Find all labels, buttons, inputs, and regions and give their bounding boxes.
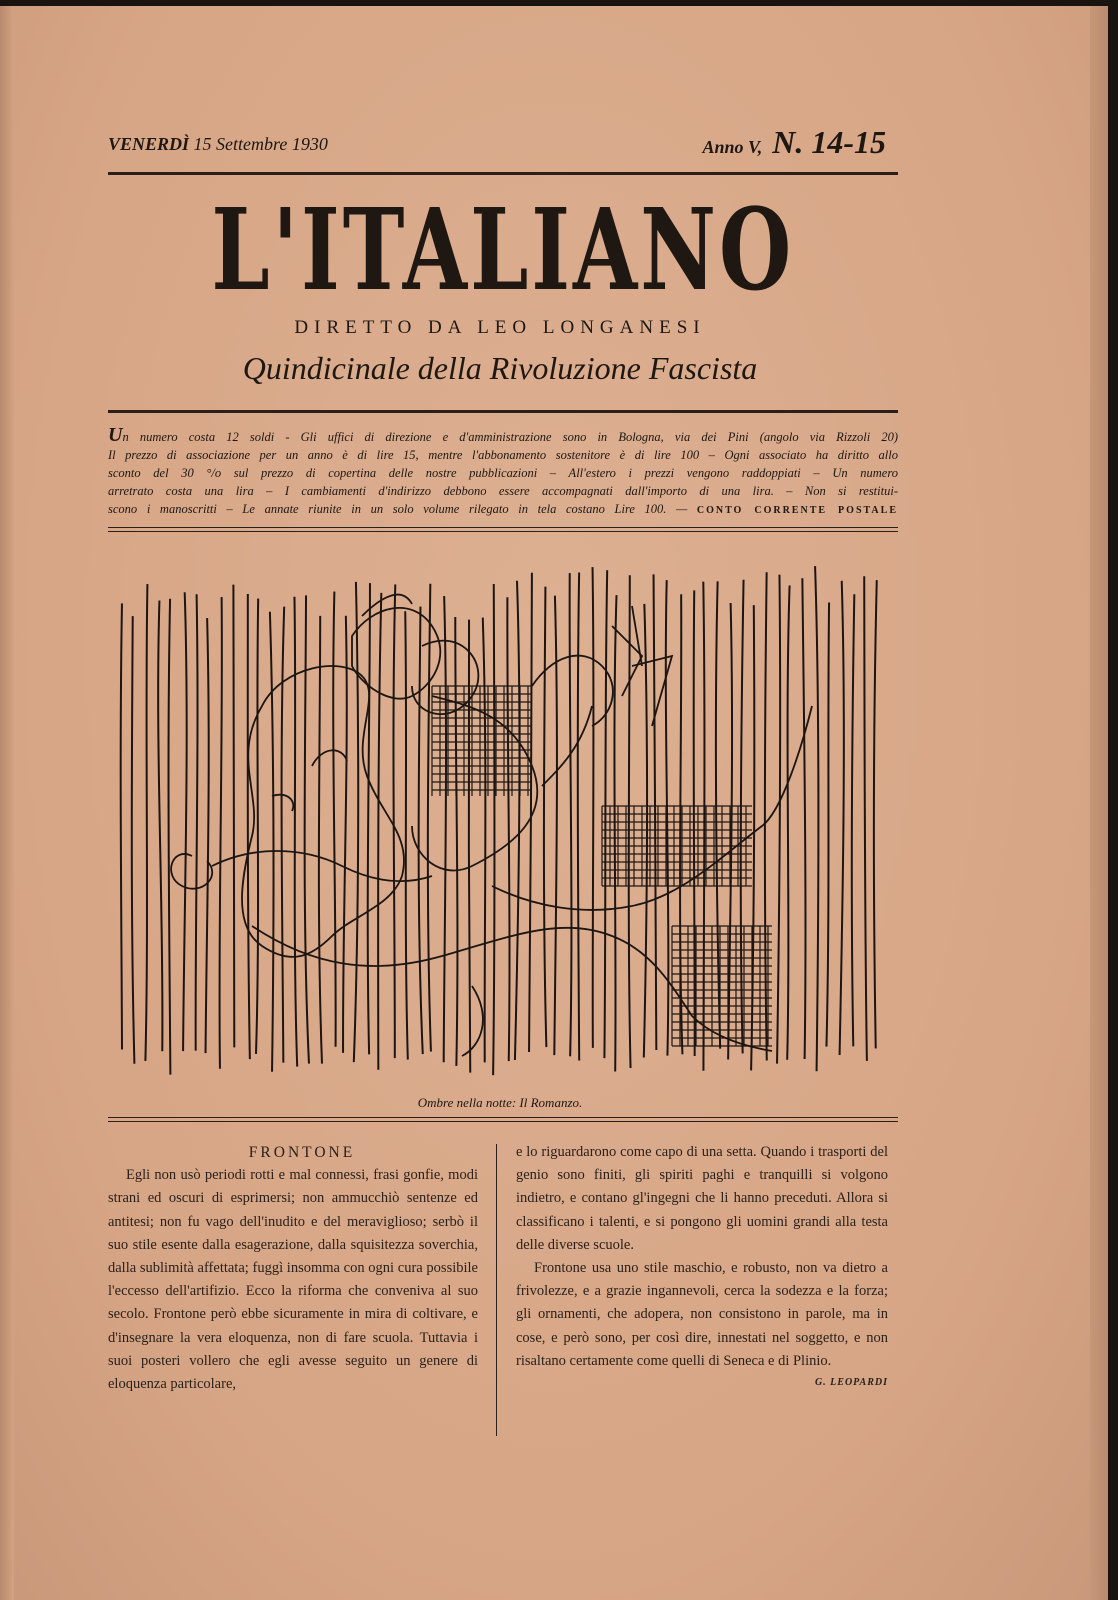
bar-stroke (405, 611, 408, 1059)
bar-stroke (343, 616, 347, 1053)
vertical-bars (121, 566, 877, 1075)
notice-rule-bottom (108, 531, 898, 532)
bar-stroke (378, 593, 381, 1070)
bar-stroke (294, 597, 297, 1067)
bar-stroke (529, 573, 532, 1052)
bar-stroke (183, 592, 187, 1051)
bar-stroke (802, 578, 805, 1059)
bar-stroke (507, 597, 509, 1061)
article-signature: G. LEOPARDI (814, 1377, 888, 1389)
notice-line-5: scono i manoscritti – Le annate riunite in un solo volume rilegato in tela costano Lire 100. — CONTO CORRENTE POSTALE (108, 502, 898, 516)
bar-stroke (158, 600, 162, 1051)
bar-stroke (493, 584, 494, 1075)
bar-stroke (169, 599, 171, 1075)
issue-info (703, 124, 886, 161)
article-paragraph: Egli non usò periodi rotti e mal connessi, frasi gonfie, modi strani ed oscuri di esprimersi; non ammucchiò sentenze ed antitesi; non fu vago dell'inudito e del meraviglioso; serbò il suo stile esente dalla esagerazione, dalla squisitezza soverchia, dalla sublimità affettata; fuggì insomma con ogni cura possibile l'eccesso dell'artifizio. Ecco la riforma che conveniva al suo secolo. Frontone però ebbe sicuramente in mira di coltivare, e d'insegnare la vera eloquenza, non di fare scuola. Tuttavia i suoi posteri vollero che egli avesse seguito un genere di eloquenza particolare, (108, 1167, 478, 1393)
page-right-edge (1090, 6, 1108, 1600)
bar-stroke (554, 596, 557, 1056)
bar-stroke (333, 592, 335, 1047)
issue-year: Anno V, (702, 137, 763, 157)
bar-stroke (233, 585, 234, 1048)
article-heading: FRONTONE (248, 1144, 356, 1161)
masthead-subtitle: Quindicinale della Rivoluzione Fascista (242, 350, 758, 386)
crosshatch-areas (432, 686, 772, 1046)
notice-line-4: arretrato costa una lira – I cambiamenti d'indirizzo debbono essere accompagnati dall'importo di una lira. – Non si restitui- (108, 484, 898, 498)
notice-initial: U (108, 424, 123, 446)
notice-line-1: Un numero costa 12 soldi - Gli uffici di direzione e d'amministrazione sono in Bologna, via dei Pini (angolo via Rizzoli 20) (108, 424, 898, 446)
dateline-date: 15 Settembre 1930 (193, 134, 328, 154)
bar-stroke (578, 573, 579, 1061)
bar-stroke (515, 581, 520, 1060)
bar-stroke (654, 574, 657, 1050)
bar-stroke (852, 594, 855, 1046)
bar-stroke (614, 595, 616, 1071)
bar-stroke (368, 583, 370, 1054)
notice-line-3: sconto del 30 °/o sul prezzo di copertina delle nostre pubblicazioni – All'estero i prezzi vengono raddoppiati – Un numero (108, 466, 898, 480)
bar-stroke (864, 576, 867, 1061)
bar-stroke (815, 566, 818, 1071)
notice-rule-top (108, 527, 898, 528)
bar-stroke (765, 572, 767, 1060)
article-left-column (108, 1141, 478, 1396)
header-rule (108, 172, 898, 175)
bar-stroke (393, 584, 395, 1058)
masthead-director: DIRETTO DA LEO LONGANESI (294, 317, 706, 338)
masthead-title: L'ITALIANO (211, 185, 795, 316)
bar-stroke (469, 620, 471, 1073)
subscription-notice (108, 426, 898, 520)
dateline-day: VENERDÌ (108, 134, 190, 154)
bar-stroke (570, 573, 572, 1056)
bar-stroke (840, 581, 844, 1055)
bar-stroke (874, 580, 877, 1048)
notice-postal-account: CONTO CORRENTE POSTALE (696, 505, 898, 516)
bar-stroke (132, 616, 135, 1064)
article-paragraph: e lo riguardarono come capo di una setta. Quando i trasporti del genio sono finiti, gli spiriti paghi e tranquilli si volgono indietro, e contano gl'ingegni che li hanno preceduti. Allora si classificano i talenti, e si pongono gli uomini grandi alla testa delle diverse scuole. (516, 1144, 888, 1253)
page-left-edge (0, 6, 14, 1600)
caption-rule-top (108, 1117, 898, 1118)
bar-stroke (444, 596, 446, 1062)
bar-stroke (428, 584, 431, 1052)
caption-rule-bottom (108, 1121, 898, 1122)
bar-stroke (419, 607, 423, 1054)
notice-line-2: Il prezzo di associazione per un anno è di lire 15, mentre l'abbonamento sostenitore è di lire 100 – Ogni associato ha diritto allo (108, 448, 898, 462)
bar-stroke (354, 582, 358, 1062)
newspaper-page (0, 6, 1108, 1600)
bar-stroke (256, 599, 258, 1054)
bar-stroke (305, 595, 309, 1063)
masthead-rule (108, 410, 898, 413)
bar-stroke (145, 584, 147, 1061)
bar-stroke (787, 585, 789, 1059)
bar-stroke (483, 618, 486, 1063)
column-divider (496, 1144, 497, 1436)
bar-stroke (644, 604, 647, 1058)
bar-stroke (694, 590, 695, 1056)
bar-stroke (121, 603, 122, 1049)
night-shadows-illustration (112, 546, 892, 1091)
bar-stroke (206, 618, 209, 1053)
bar-stroke (777, 575, 780, 1064)
article-right-column (516, 1141, 888, 1394)
bar-stroke (282, 607, 285, 1063)
bar-stroke (455, 617, 457, 1066)
illustration-caption: Ombre nella notte: Il Romanzo. (417, 1095, 583, 1110)
issue-number: N. 14-15 (772, 124, 886, 160)
bar-stroke (319, 616, 322, 1064)
bar-stroke (270, 612, 274, 1072)
article-paragraph: Frontone usa uno stile maschio, e robusto, non va dietro a frivolezze, e a grazie ingannevoli, cerca la sodezza e la forza; gli ornamenti, che adopera, non consistono in parole, ma in cose, e però sono, per così dire, innestati nel soggetto, e non risaltano certamente come quelli di Seneca e di Plinio. (516, 1260, 888, 1369)
bar-stroke (219, 597, 221, 1069)
bar-stroke (593, 567, 594, 1048)
bar-stroke (544, 587, 546, 1047)
bar-stroke (826, 603, 829, 1047)
bar-stroke (248, 594, 250, 1059)
bar-stroke (196, 594, 198, 1050)
dateline (108, 134, 328, 155)
